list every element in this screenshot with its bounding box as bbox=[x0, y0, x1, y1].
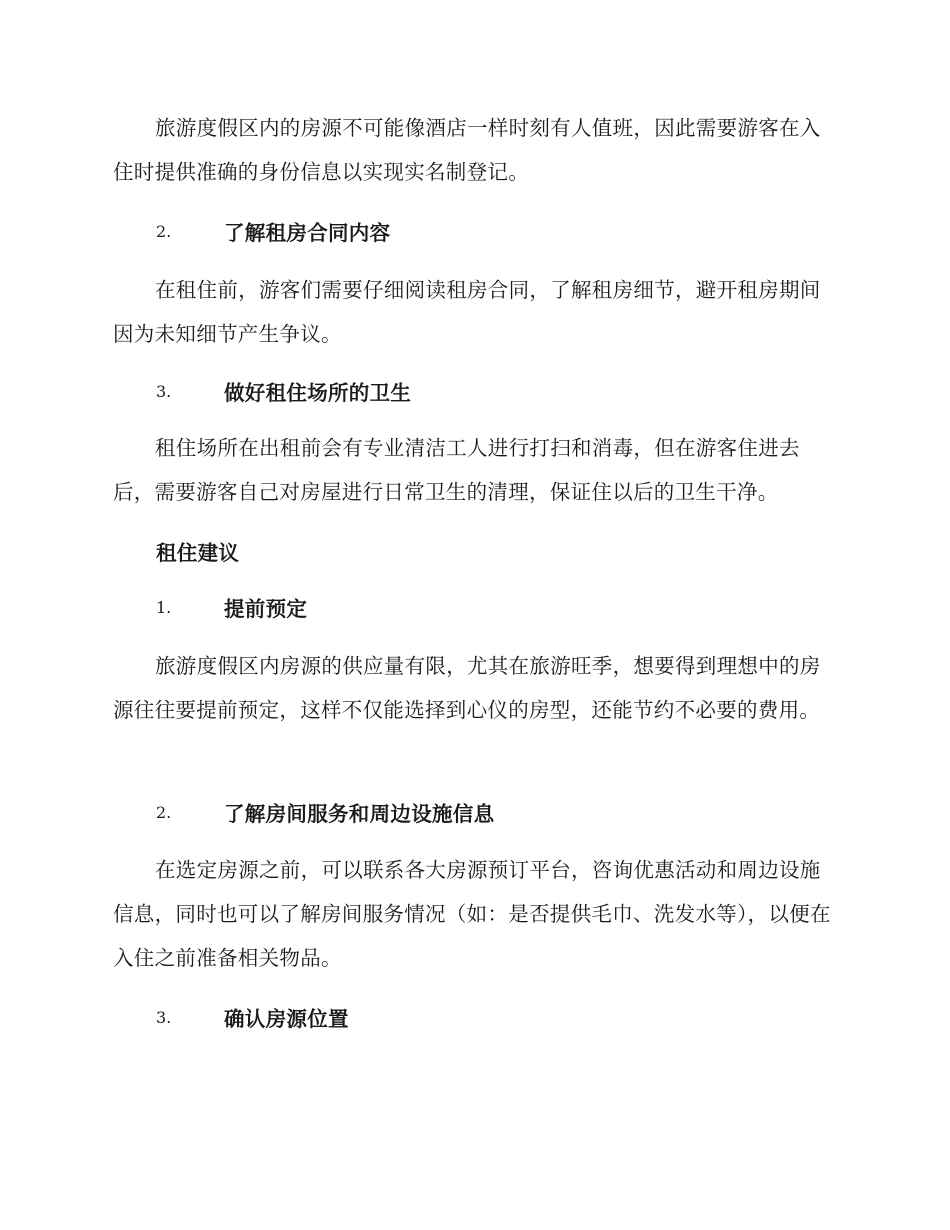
paragraph-hygiene: 租住场所在出租前会有专业清洁工人进行打扫和消毒，但在游客住进去后，需要游客自己对房屋进行日常卫生的清理，保证住以后的卫生干净。 bbox=[113, 436, 800, 504]
paragraph-rental-contract: 在租住前，游客们需要仔细阅读租房合同，了解租房细节，避开租房期间因为未知细节产生争议。 bbox=[113, 278, 821, 346]
list-item-book-in-advance bbox=[156, 592, 307, 622]
list-number: 2. bbox=[156, 221, 172, 241]
list-item-room-services bbox=[156, 797, 494, 827]
list-item-confirm-location bbox=[156, 1002, 349, 1032]
list-item-rental-contract bbox=[156, 216, 390, 246]
list-title: 了解房间服务和周边设施信息 bbox=[224, 802, 495, 826]
paragraph-book-in-advance: 旅游度假区内房源的供应量有限，尤其在旅游旺季，想要得到理想中的房源往往要提前预定，这样不仅能选择到心仪的房型，还能节约不必要的费用。 bbox=[113, 654, 821, 722]
paragraph-identity-registration: 旅游度假区内的房源不可能像酒店一样时刻有人值班，因此需要游客在入住时提供准确的身份信息以实现实名制登记。 bbox=[113, 116, 821, 184]
list-item-hygiene bbox=[156, 376, 411, 406]
list-number: 2. bbox=[156, 802, 172, 822]
list-number: 3. bbox=[156, 1007, 172, 1027]
list-title: 提前预定 bbox=[224, 597, 308, 621]
section-heading-rental-advice: 租住建议 bbox=[156, 541, 240, 565]
list-title: 做好租住场所的卫生 bbox=[224, 381, 412, 405]
list-number: 1. bbox=[156, 597, 172, 617]
list-title: 确认房源位置 bbox=[224, 1007, 349, 1031]
paragraph-room-services: 在选定房源之前，可以联系各大房源预订平台，咨询优惠活动和周边设施信息，同时也可以了解房间服务情况（如：是否提供毛巾、洗发水等），以便在入住之前准备相关物品。 bbox=[113, 858, 831, 970]
list-number: 3. bbox=[156, 381, 172, 401]
list-title: 了解租房合同内容 bbox=[224, 221, 391, 245]
